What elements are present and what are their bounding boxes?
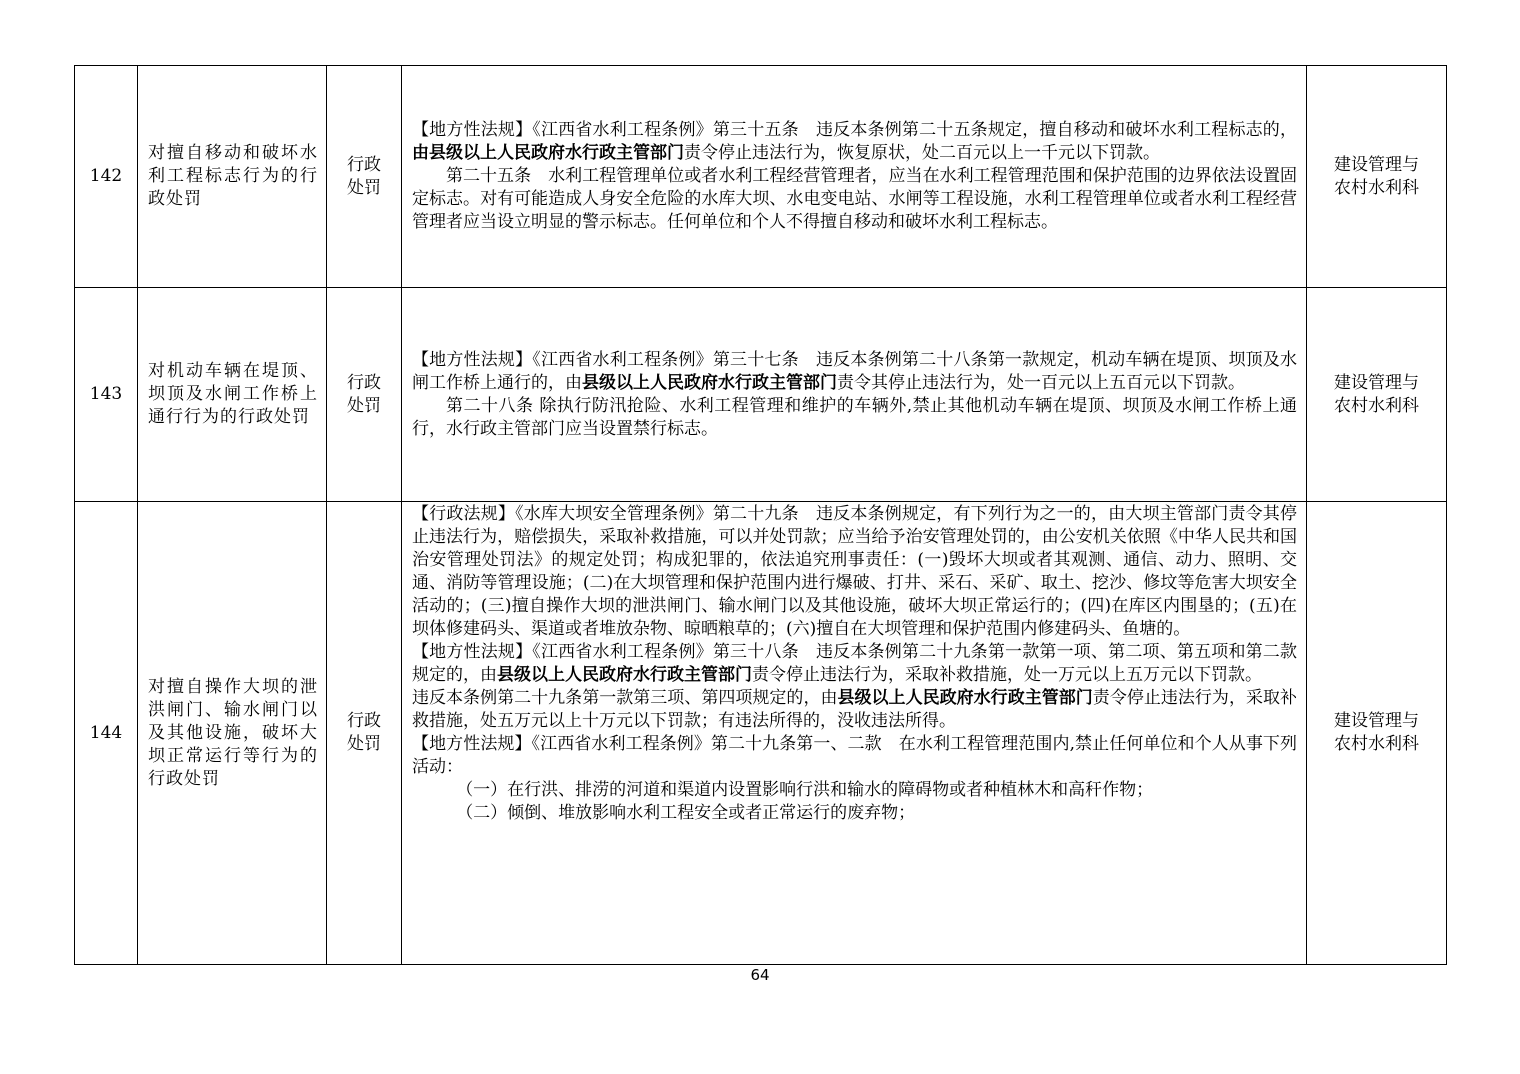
legal-basis xyxy=(402,66,1307,288)
responsible-department xyxy=(1307,66,1447,288)
item-name: 对擅自操作大坝的泄洪闸门、输水闸门以及其他设施，破坏大坝正常运行等行为的行政处罚 xyxy=(138,502,327,965)
penalty-type xyxy=(327,502,402,965)
basis-paragraph xyxy=(412,119,1297,165)
responsible-department xyxy=(1307,288,1447,502)
basis-paragraph: （一）在行洪、排涝的河道和渠道内设置影响行洪和输水的障碍物或者种植林木和高秆作物； xyxy=(456,780,1154,800)
basis-paragraph xyxy=(412,349,1297,395)
basis-paragraph xyxy=(412,641,1297,687)
department-line: 建设管理与 xyxy=(1334,154,1419,175)
department-line: 农村水利科 xyxy=(1334,395,1419,416)
table-row xyxy=(75,66,1447,288)
basis-text: 【地方性法规】《江西省水利工程条例》第三十七条 违反本条例第二十八条第一款规定，机动车辆在堤顶、坝顶及水闸工作桥上通行的，由 xyxy=(412,349,1297,393)
basis-bold-text: 县级以上人民政府水行政主管部门 xyxy=(582,372,837,393)
department-line: 建设管理与 xyxy=(1334,711,1419,731)
penalty-type-line: 行政 xyxy=(347,154,381,175)
penalty-type xyxy=(327,288,402,502)
row-number: 144 xyxy=(75,502,138,965)
basis-paragraph: （二）倾倒、堆放影响水利工程安全或者正常运行的废弃物； xyxy=(456,803,916,823)
basis-text: 【地方性法规】《江西省水利工程条例》第三十五条 违反本条例第二十五条规定，擅自移动和破坏水利工程标志的， xyxy=(412,120,1297,140)
item-name: 对擅自移动和破坏水利工程标志行为的行政处罚 xyxy=(138,66,327,288)
basis-paragraph: 【地方性法规】《江西省水利工程条例》第二十九条第一、二款 在水利工程管理范围内,禁止任何单位和个人从事下列活动： xyxy=(412,734,1297,777)
basis-paragraph: 第二十五条 水利工程管理单位或者水利工程经营管理者，应当在水利工程管理范围和保护范围的边界依法设置固定标志。对有可能造成人身安全危险的水库大坝、水电变电站、水闸等工程设施，水利工程管理单位或者水利工程经营管理者应当设立明显的警示标志。任何单位和个人不得擅自移动和破坏水利工程标志。 xyxy=(412,166,1297,232)
row-number: 143 xyxy=(75,288,138,502)
penalty-type-line: 行政 xyxy=(347,711,381,731)
penalty-type-line: 行政 xyxy=(347,372,381,393)
department-line: 建设管理与 xyxy=(1334,372,1419,393)
penalty-table xyxy=(74,65,1447,965)
legal-basis xyxy=(402,502,1307,965)
basis-bold-text: 由县级以上人民政府水行政主管部门 xyxy=(412,143,684,163)
table-row xyxy=(75,502,1447,965)
basis-text: 责令停止违法行为，恢复原状，处二百元以上一千元以下罚款。 xyxy=(684,143,1160,163)
basis-text: 责令停止违法行为，采取补救措施，处一万元以上五万元以下罚款。 xyxy=(752,665,1262,685)
penalty-type-line: 处罚 xyxy=(347,395,381,416)
penalty-type xyxy=(327,66,402,288)
department-line: 农村水利科 xyxy=(1334,177,1419,198)
basis-paragraph: 【行政法规】《水库大坝安全管理条例》第二十九条 违反本条例规定，有下列行为之一的，由大坝主管部门责令其停止违法行为，赔偿损失，采取补救措施，可以并处罚款；应当给予治安管理处罚的，由公安机关依照《中华人民共和国治安管理处罚法》的规定处罚；构成犯罪的，依法追究刑事责任：(一)毁坏大坝或者其观测、通信、动力、照明、交通、消防等管理设施；(二)在大坝管理和保护范围内进行爆破、打井、采石、采矿、取土、挖沙、修坟等危害大坝安全活动的；(三)擅自操作大坝的泄洪闸门、输水闸门以及其他设施，破坏大坝正常运行的；(四)在库区内围垦的；(五)在坝体修建码头、渠道或者堆放杂物、晾晒粮草的；(六)擅自在大坝管理和保护范围内修建码头、鱼塘的。 xyxy=(412,504,1297,639)
basis-text: 违反本条例第二十九条第一款第三项、第四项规定的，由 xyxy=(412,688,838,708)
department-line: 农村水利科 xyxy=(1334,734,1419,754)
basis-paragraph: 第二十八条 除执行防汛抢险、水利工程管理和维护的车辆外,禁止其他机动车辆在堤顶、坝顶及水闸工作桥上通行，水行政主管部门应当设置禁行标志。 xyxy=(412,395,1297,439)
table-row xyxy=(75,288,1447,502)
legal-basis xyxy=(402,288,1307,502)
basis-paragraph xyxy=(412,687,1297,733)
responsible-department xyxy=(1307,502,1447,965)
basis-text: 【地方性法规】《江西省水利工程条例》第三十八条 违反本条例第二十九条第一款第一项、第二项、第五项和第二款规定的，由 xyxy=(412,642,1297,685)
basis-bold-text: 县级以上人民政府水行政主管部门 xyxy=(497,665,752,685)
basis-bold-text: 县级以上人民政府水行政主管部门 xyxy=(837,688,1093,708)
penalty-type-line: 处罚 xyxy=(347,177,381,198)
row-number: 142 xyxy=(75,66,138,288)
basis-text: 责令其停止违法行为，处一百元以上五百元以下罚款。 xyxy=(837,372,1245,393)
basis-text: 责令停止违法行为，采取补救措施，处五万元以上十万元以下罚款；有违法所得的，没收违法所得。 xyxy=(412,688,1298,731)
page-number: 64 xyxy=(750,966,770,984)
item-name: 对机动车辆在堤顶、坝顶及水闸工作桥上通行行为的行政处罚 xyxy=(138,288,327,502)
penalty-type-line: 处罚 xyxy=(347,734,381,754)
